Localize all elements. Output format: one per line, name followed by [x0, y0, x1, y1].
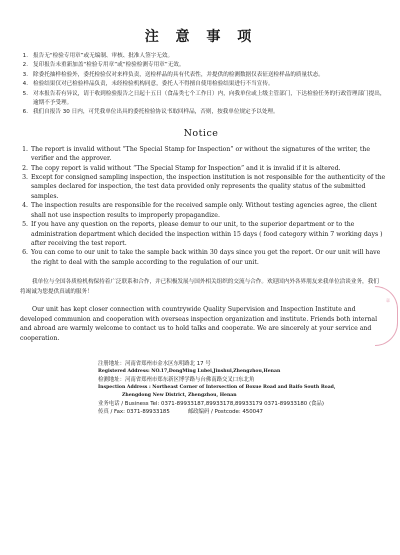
- seal-text: 章: [386, 298, 390, 303]
- fax-number: 传真 / Fax: 0371-89933185: [98, 408, 170, 415]
- cn-notice-title: 注 意 事 项: [144, 29, 258, 45]
- cn-notice-item: 5. 对本报告若有异议，请于收到检验报告之日起十五日（食品类七个工作日）内，向我单位或上级主管部门，下达检验任务的行政管理部门提出，逾期不予受理。: [22, 90, 386, 107]
- inspection-address-en: Inspection Address : Northeast Corner of Intersection of Boxue Road and Baifo South Road,: [98, 384, 336, 390]
- cn-notice-item: 1. 报告无“检验专用章”或无编制、审核、批准人签字无效。: [22, 53, 174, 59]
- en-cooperation-paragraph: Our unit has kept closer connection with countrywide Quality Supervision and Inspection Institute and developed communion and cooperation with overseas inspection organization and institute. Friends both internal and abroad are warmly welcome to contact us to hold talks and cooperate. We are sincerely at your service and cooperation.: [20, 306, 378, 342]
- inspection-address-cn: 检测地址：河南省郑州市郑东新区博学路与台佛南路交叉口东北角: [98, 376, 255, 383]
- en-notice-item: 3. Except for consigned sampling inspection, the inspection institution is not responsible for the authenticity of the samples declared for inspection, the test data provided only represents the quality status of the submitted samples.: [22, 174, 386, 200]
- en-notice-item: 2. The copy report is valid without “The Special Stamp for Inspection” and it is invalid if it is altered.: [22, 164, 341, 172]
- cn-notice-list: [14, 52, 388, 118]
- business-tel: 业务电话 / Business Tel: 0371-89933187,89933178,89933179 0371-89933180 (食品): [98, 400, 324, 407]
- en-notice-item: 4. The inspection results are responsible for the received sample only. Without testing agencies agree, the client shall not use inspection results to improperly propagandize.: [22, 202, 378, 219]
- en-notice-item: 5. If you have any question on the reports, please demur to our unit, to the superior department or to the administration department which decided the inspection within 15 days ( food category within 7 working days ) after receiving the test report.: [22, 221, 383, 247]
- cn-notice-item: 4. 检验结果仅对已检验样品负责，未经检验机构同意，委托人不得擅自使用检验结果进行不当宣传。: [22, 81, 274, 88]
- en-notice-item: 1. The report is invalid without “The Special Stamp for Inspection” or without the signatures of the writer, the verifier and the approver.: [22, 145, 371, 163]
- postcode: 邮政编码 / Postcode: 450047: [187, 408, 263, 415]
- inspection-address-en-cont: Zhengdong New District, Zhengzhou, Henan: [122, 392, 237, 398]
- cn-notice-item: 6. 我们自报告 30 日内，可凭我单位出具的委托检验协议书取回样品，否则，按我单位规定予以处理。: [22, 109, 279, 116]
- en-notice-list: [14, 145, 388, 267]
- cn-notice-item: 2. 复印报告未重新加盖“检验专用章”或“检验检测专用章”无效。: [22, 62, 185, 69]
- fax-postcode-row: [98, 408, 388, 416]
- en-notice-title: Notice: [183, 127, 219, 139]
- contact-footer: [14, 360, 388, 416]
- cn-cooperation-paragraph: 我单位与全国各质检机构保持着广泛联系和合作，并已积极发展与国外相关组织的交流与合作。欢迎国内外各界朋友来我单位洽谈业务，我们将竭诚为您提供真诚的服务！: [20, 279, 379, 296]
- cn-notice-item: 3. 除委托抽样检验外，委托检验仅对来样负责，送检样品的具有代表性，并提供的检测数据仅表征送检样品的质量状态。: [22, 71, 324, 78]
- en-notice-item: 6. You can come to our unit to take the sample back within 30 days since you get the report. Or our unit will have the right to deal with the sample according to the regulation of our unit.: [22, 249, 381, 266]
- registered-address-cn: 注册地址：河南省郑州市金水区东明路北 17 号: [98, 360, 211, 367]
- registered-address-en: Registered Address: NO.17,DongMing Lubei,Jinshui,Zhengzhou,Henan: [98, 368, 281, 374]
- official-seal-stamp: [375, 286, 398, 346]
